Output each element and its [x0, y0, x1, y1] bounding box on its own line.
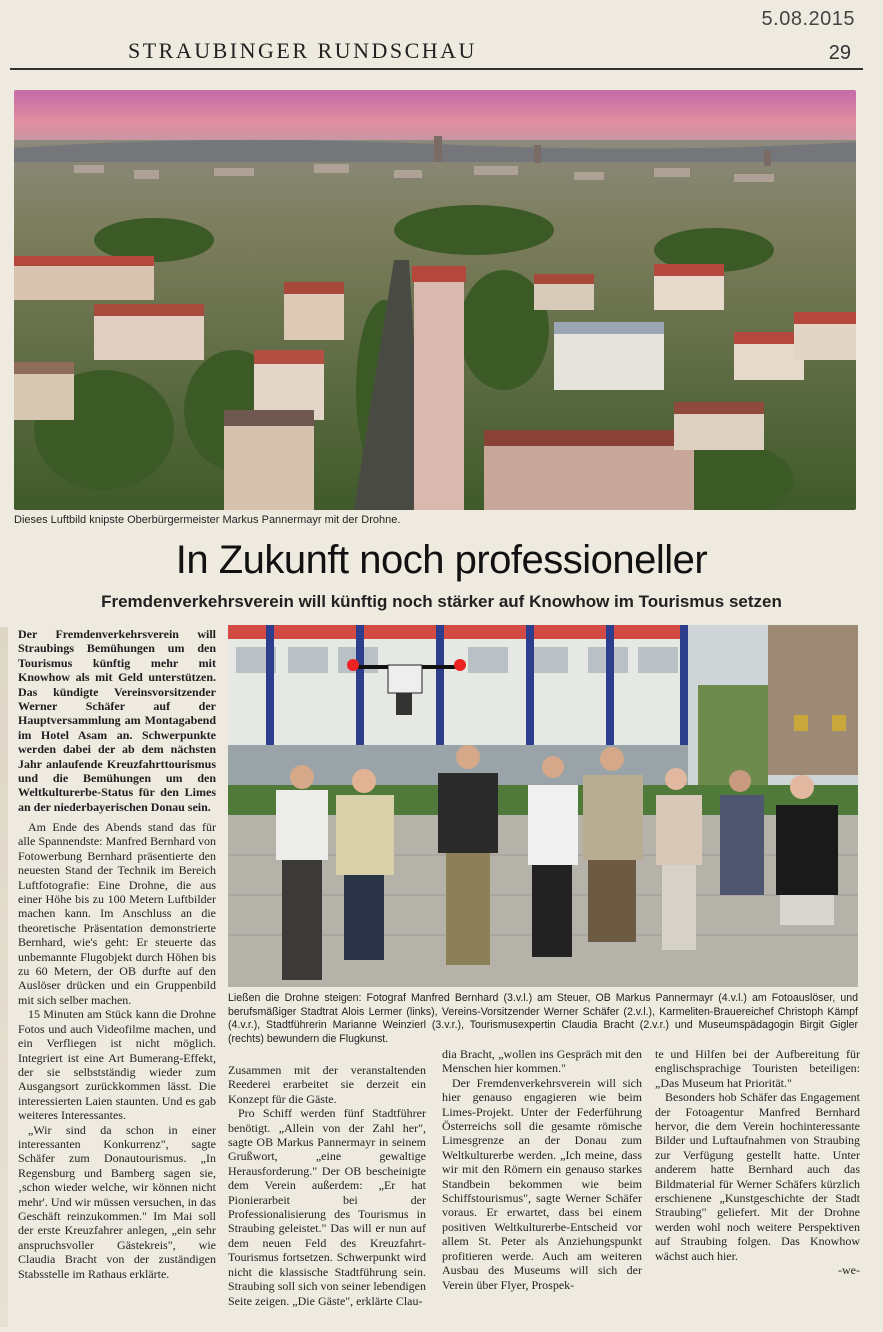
- article-column-2: [228, 1063, 426, 1308]
- aerial-photo: [14, 90, 856, 510]
- group-photo: [228, 625, 858, 987]
- group-photo-caption: Ließen die Drohne steigen: Fotograf Manfred Bernhard (3.v.l.) am Steuer, OB Markus Pannermayr (4.v.l.) am Fotoauslöser, und berufsmäßiger Stadtrat Alois Lermer (links), Vereins-Vorsitzender Werner Schäfer (2.v.l.), Karmeliten-Brauereichef Christoph Kämpf (4.v.r.), Stadtführerin Marianne Weinzierl (3.v.r.), Tourismusexpertin Claudia Bracht (2.v.r.) und Museumspädagogin Birgit Gigler (rechts) bewundern die Flugkunst.: [228, 992, 858, 1045]
- article-column-3: [442, 1047, 642, 1292]
- article-headline: In Zukunft noch professioneller: [175, 538, 708, 582]
- group-photo-illustration: [228, 625, 858, 987]
- aerial-photo-caption: Dieses Luftbild knipste Oberbürgermeister Markus Pannermayr mit der Drohne.: [14, 514, 401, 526]
- header-rule: [10, 68, 863, 70]
- paragraph: Pro Schiff werden fünf Stadtführer benötigt. „Allein von der Zahl her", sagte OB Markus Pannermayr in seinem Grußwort, „eine gewaltige Herausforderung." Der OB bescheinigte dem Verein außerdem: „Er hat Pionierarbeit bei der Professionalisierung des Tourismus in Straubing geleistet." Das will er nun auf dem neuen Feld des Kreuzfahrt-Tourismus fortsetzen. Schwerpunkt wird nicht die klassische Stadtführung sein. Straubing soll sich von seiner lebendigen Seite zeigen. „Die Gäste", erklärte Clau-: [228, 1106, 426, 1308]
- paragraph: 15 Minuten am Stück kann die Drohne Fotos und auch Videofilme machen, und ein Verfliegen ist nicht möglich. Integriert ist eine Art Bumerang-Effekt, der sie selbstständig wieder zum Ausgangsort zurückkommen lässt. Die interessierten Laien staunten. Und es gab weiteres Interessantes.: [18, 1007, 216, 1123]
- article-lead: Der Fremdenverkehrsverein will Straubings Bemühungen um den Tourismus künftig mehr mit Knowhow als mit Geld unterstützen. Das kündigte Vereinsvorsitzender Werner Schäfer auf der Hauptversammlung am Montagabend im Hotel Asam an. Schwerpunkte werden dabei der ab dem nächsten Jahr anlaufende Kreuzfahrttourismus und die Bemühungen um den Weltkulturerbe-Status für den Limes an der niederbayerischen Donau sein.: [18, 627, 216, 814]
- newspaper-name: STRAUBINGER RUNDSCHAU: [128, 38, 477, 63]
- paragraph: Der Fremdenverkehrsverein will sich hier genauso engagieren wie beim Limes-Projekt. Unter der Federführung Österreichs soll die gesamte römische Limesgrenze an der Donau zum Weltkulturerbe werden. „Ich meine, dass wir mit den Römern ein genauso starkes Standbein bekommen wie beim Schiffstourismus", sagte Werner Schäfer voraus. Er erwartet, dass bei einem positiven Weltkulturerbe-Entscheid vor allem St. Peter als Anziehungspunkt profitieren werde. Auch am weiteren Ausbau des Museums will sich der Verein über Flyer, Prospek-: [442, 1075, 642, 1292]
- paragraph: „Wir sind da schon in einer interessanten Konkurrenz", sagte Schäfer zum Donautourismus. „In Regensburg und Bamberg sagen sie, ‚schon wieder welche, wir können nicht mehr'. Und wir müssen versuchen, in das Geschäft reinzukommen." Im Mai soll der erste Kreuzfahrer anlegen, „ein sehr anspruchsvoller Gästekreis", wie Claudia Bracht von der zuständigen Stabsstelle im Rathaus erklärte.: [18, 1122, 216, 1281]
- paragraph: Am Ende des Abends stand das für alle Spannendste: Manfred Bernhard von Fotowerbung Bernhard präsentierte den neuesten Stand der Technik im Bereich Luftfotografie: Eine Drohne, die aus einer Höhe bis zu 100 Metern Luftbilder machen kann. Im Anschluss an die theoretische Präsentation demonstrierte Bernhard, wie's geht: Er steuerte das unbemannte Flugobjekt durch Höhen bis zu 60 Metern, der OB durfte auf den Auslöser drücken und ein Gruppenbild mit sich selber machen.: [18, 820, 216, 1007]
- page-left-edge: [0, 627, 8, 1327]
- aerial-photo-illustration: [14, 90, 856, 510]
- article-column-1: [18, 820, 216, 1281]
- page-number: 29: [828, 42, 851, 64]
- issue-date: 5.08.2015: [761, 8, 855, 30]
- paragraph: Besonders hob Schäfer das Engagement der Fotoagentur Manfred Bernhard hervor, die dem Verein hochinteressante Bilder und Luftaufnahmen von Straubing zur Verfügung gestellt hatte. Unter anderem hatte Bernhard auch das Bildmaterial für Werner Schäfers kürzlich erschienene „Kunstgeschichte der Stadt Straubing" geliefert. Mit der Drohne werden wohl noch weitere Perspektiven auf Straubing folgen. Das Knowhow wächst auch hier.: [655, 1090, 860, 1263]
- paragraph: te und Hilfen bei der Aufbereitung für englischsprachige Touristen beteiligen: „Das Museum hat Priorität.": [655, 1047, 860, 1090]
- article-subheadline: Fremdenverkehrsverein will künftig noch stärker auf Knowhow im Tourismus setzen: [101, 592, 782, 611]
- article-column-4: [655, 1047, 860, 1278]
- author-signature: -we-: [838, 1263, 860, 1278]
- paragraph: Zusammen mit der veranstaltenden Reederei erarbeitet sie derzeit ein Konzept für die Gäste.: [228, 1063, 426, 1106]
- paragraph: dia Bracht, „wollen ins Gespräch mit den Menschen hier kommen.": [442, 1047, 642, 1076]
